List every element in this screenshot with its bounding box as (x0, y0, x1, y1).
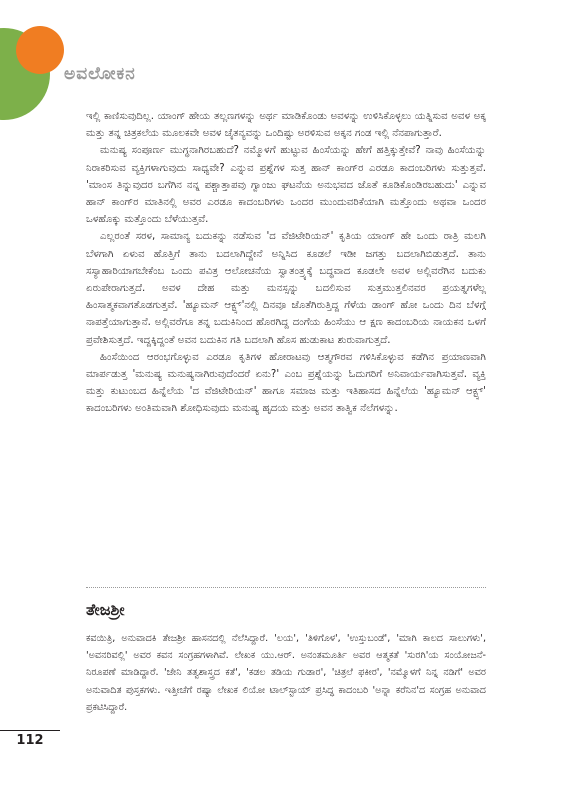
article-paragraph: ಮನುಷ್ಯ ಸಂಪೂರ್ಣ ಮುಗ್ಧನಾಗಿರಬಹುದೆ? ನಮ್ಮೊಳಗೆ ಹುಟ್ಟುವ ಹಿಂಸೆಯನ್ನು ಹೇಗೆ ಹತ್ತಿಕ್ಕುತ್ತೇವೆ? ನಾವು ಹಿಂಸೆಯನ್ನು ನಿರಾಕರಿಸುವ ವ್ಯಕ್ತಿಗಳಾಗುವುದು ಸಾಧ್ಯವೇ? ಎನ್ನುವ ಪ್ರಶ್ನೆಗಳ ಸುತ್ತ ಹಾನ್ ಕಾಂಗ್‌ರ ಎರಡೂ ಕಾದಂಬರಿಗಳು ಸುತ್ತುತ್ತವೆ. 'ಮಾಂಸ ತಿನ್ನುವುದರ ಬಗೆಗಿನ ನನ್ನ ಪಶ್ಚಾತ್ತಾಪವು ಗ್ವಾಂಜು ಘಟನೆಯ ಅನುಭವದ ಜೊತೆ ಕೂಡಿಕೊಂಡಿರಬಹುದು' ಎನ್ನುವ ಹಾನ್ ಕಾಂಗ್‌ರ ಮಾತಿನಲ್ಲಿ ಅವರ ಎರಡೂ ಕಾದಂಬರಿಗಳು ಒಂದರ ಮುಂದುವರಿಕೆಯಾಗಿ ಮತ್ತೊಂದು ಅಥವಾ ಒಂದರ ಒಳಹೊಕ್ಕು ಮತ್ತೊಂದು ಬೆಳೆಯುತ್ತವೆ. (86, 145, 486, 226)
article-paragraph: ಇಲ್ಲಿ ಕಾಣಿಸುವುದಿಲ್ಲ. ಯಾಂಗ್ ಹೇಯ ತಲ್ಲಣಗಳನ್ನು ಅರ್ಥ ಮಾಡಿಕೊಂಡು ಅವಳನ್ನು ಉಳಿಸಿಕೊಳ್ಳಲು ಯತ್ನಿಸುವ ಅವಳ ಅಕ್ಕ ಮತ್ತು ತನ್ನ ಚಿತ್ರಕಲೆಯ ಮೂಲಕವೇ ಅವಳ ಚೈತನ್ಯವನ್ನು ಒಂದಿಷ್ಟು ಅರಳಿಸುವ ಅಕ್ಕನ ಗಂಡ ಇಲ್ಲಿ ನೆನಪಾಗುತ್ತಾರೆ. (86, 111, 486, 140)
author-name: ತೇಜಶ್ರೀ (86, 600, 125, 619)
section-title: ಅವಲೋಕನ (64, 64, 136, 84)
article-paragraph: ಎಲ್ಲರಂತೆ ಸರಳ, ಸಾಮಾನ್ಯ ಬದುಕನ್ನು ನಡೆಸುವ 'ದ ವೆಜಿಟೇರಿಯನ್' ಕೃತಿಯ ಯಾಂಗ್ ಹೇ ಒಂದು ರಾತ್ರಿ ಮಲಗಿ ಬೆಳಗಾಗಿ ಏಳುವ ಹೊತ್ತಿಗೆ ತಾನು ಬದಲಾಗಿದ್ದೇನೆ ಅನ್ನಿಸಿದ ಕೂಡಲೆ ಇಡೀ ಜಗತ್ತು ಬದಲಾಗಿಬಿಡುತ್ತದೆ. ತಾನು ಸಸ್ಯಾಹಾರಿಯಾಗಬೇಕೆಂಬ ಒಂದು ಪವಿತ್ರ ಆಲೋಚನೆಯ ಸ್ವಾತಂತ್ರ್ಯಕ್ಕೆ ಬದ್ಧವಾದ ಕೂಡಲೇ ಅವಳ ಅಲ್ಲಿವರೆಗಿನ ಬದುಕು ಏರುಪೇರಾಗುತ್ತದೆ. ಅವಳ ದೇಹ ಮತ್ತು ಮನಸ್ಸನ್ನು ಬದಲಿಸುವ ಸುತ್ತಮುತ್ತಲಿನವರ ಪ್ರಯತ್ನಗಳೆಲ್ಲ ಹಿಂಸಾತ್ಮಕವಾಗತೊಡಗುತ್ತವೆ. 'ಹ್ಯೂಮನ್ ಆಕ್ಟ್ಸ್'ನಲ್ಲಿ ದಿನವೂ ಜೊತೆಗಿರುತ್ತಿದ್ದ ಗೆಳೆಯ ಡಾಂಗ್ ಹೋ ಒಂದು ದಿನ ಬೆಳಗ್ಗೆ ನಾಪತ್ತೆಯಾಗುತ್ತಾನೆ. ಅಲ್ಲಿವರೆಗೂ ತನ್ನ ಬದುಕಿನಿಂದ ಹೊರಗಿದ್ದ ದಂಗೆಯ ಹಿಂಸೆಯು ಆ ಕ್ಷಣ ಕಾದಂಬರಿಯ ನಾಯಕನ ಒಳಗೆ ಪ್ರವೇಶಿಸುತ್ತದೆ. ಇದ್ದಕ್ಕಿದ್ದಂತೆ ಅವನ ಬದುಕಿನ ಗತಿ ಬದಲಾಗಿ ಹೊಸ ಹುಡುಕಾಟ ಶುರುವಾಗುತ್ತದೆ. (86, 231, 486, 346)
decorative-orange-circle (16, 26, 64, 74)
article-paragraph: ಹಿಂಸೆಯಿಂದ ಆರಂಭಗೊಳ್ಳುವ ಎರಡೂ ಕೃತಿಗಳ ಹೋರಾಟವು ಆತ್ಮಗೌರವ ಗಳಿಸಿಕೊಳ್ಳುವ ಕಡೆಗಿನ ಪ್ರಯಾಣವಾಗಿ ಮಾರ್ಪಡುತ್ತ 'ಮನುಷ್ಯ ಮನುಷ್ಯನಾಗಿರುವುದೆಂದರೆ ಏನು?' ಎಂಬ ಪ್ರಶ್ನೆಯನ್ನು ಓದುಗರಿಗೆ ಅನಿವಾರ್ಯವಾಗಿಸುತ್ತವೆ. ವ್ಯಕ್ತಿ ಮತ್ತು ಕುಟುಂಬದ ಹಿನ್ನೆಲೆಯ 'ದ ವೆಜಿಟೇರಿಯನ್' ಹಾಗೂ ಸಮಾಜ ಮತ್ತು ಇತಿಹಾಸದ ಹಿನ್ನೆಲೆಯ 'ಹ್ಯೂಮನ್ ಆಕ್ಟ್ಸ್' ಕಾದಂಬರಿಗಳು ಅಂತಿಮವಾಗಿ ಶೋಧಿಸುವುದು ಮನುಷ್ಯ ಹೃದಯ ಮತ್ತು ಅವನ ತಾತ್ವಿಕ ನೆಲೆಗಳನ್ನು. (86, 351, 486, 415)
author-bio: ಕವಯಿತ್ರಿ, ಅನುವಾದಕಿ ತೇಜಶ್ರೀ ಹಾಸನದಲ್ಲಿ ನೆಲೆಸಿದ್ದಾರೆ. 'ಲಯ', 'ತಿಳಿಗೊಳ', 'ಉಸ್ತುಬಂಡೆ', 'ಮಾಗಿ ಕಾಲದ ಸಾಲುಗಳು', 'ಅವನರಿವಲ್ಲಿ' ಅವರ ಕವನ ಸಂಗ್ರಹಗಳಾಗಿವೆ. ಲೇಖಕ ಯು.ಆರ್. ಅನಂತಮೂರ್ತಿ ಅವರ ಆತ್ಮಕತೆ 'ಸುರಗಿ'ಯ ಸಂಯೋಜನೆ-ನಿರೂಪಣೆ ಮಾಡಿದ್ದಾರೆ. 'ಜೇನಿ ತತ್ವಶಾಸ್ತ್ರದ ಕತೆ', 'ಕಡಲ ತಡಿಯ ಗುಡಾರ', 'ಚಿತ್ರಲೆ ಫಕೀರ', 'ನಮ್ಮೊಳಗೆ ನಿನ್ನ ನಡಿಗೆ' ಅವರ ಅನುವಾದಿತ ಪುಸ್ತಕಗಳು. ಇತ್ತೀಚೆಗೆ ರಷ್ಯಾ ಲೇಖಕ ಲಿಯೋ ಟಾಲ್‌ಸ್ಟಾಯ್ ಪ್ರಸಿದ್ಧ ಕಾದಂಬರಿ 'ಅನ್ನಾ ಕರೆನಿನ'ದ ಸಂಗ್ರಹ ಅನುವಾದ ಪ್ರಕಟಿಸಿದ್ದಾರೆ. (86, 633, 486, 713)
article-body (86, 108, 486, 418)
page-number: 112 (0, 730, 60, 748)
dotted-divider (86, 587, 486, 588)
